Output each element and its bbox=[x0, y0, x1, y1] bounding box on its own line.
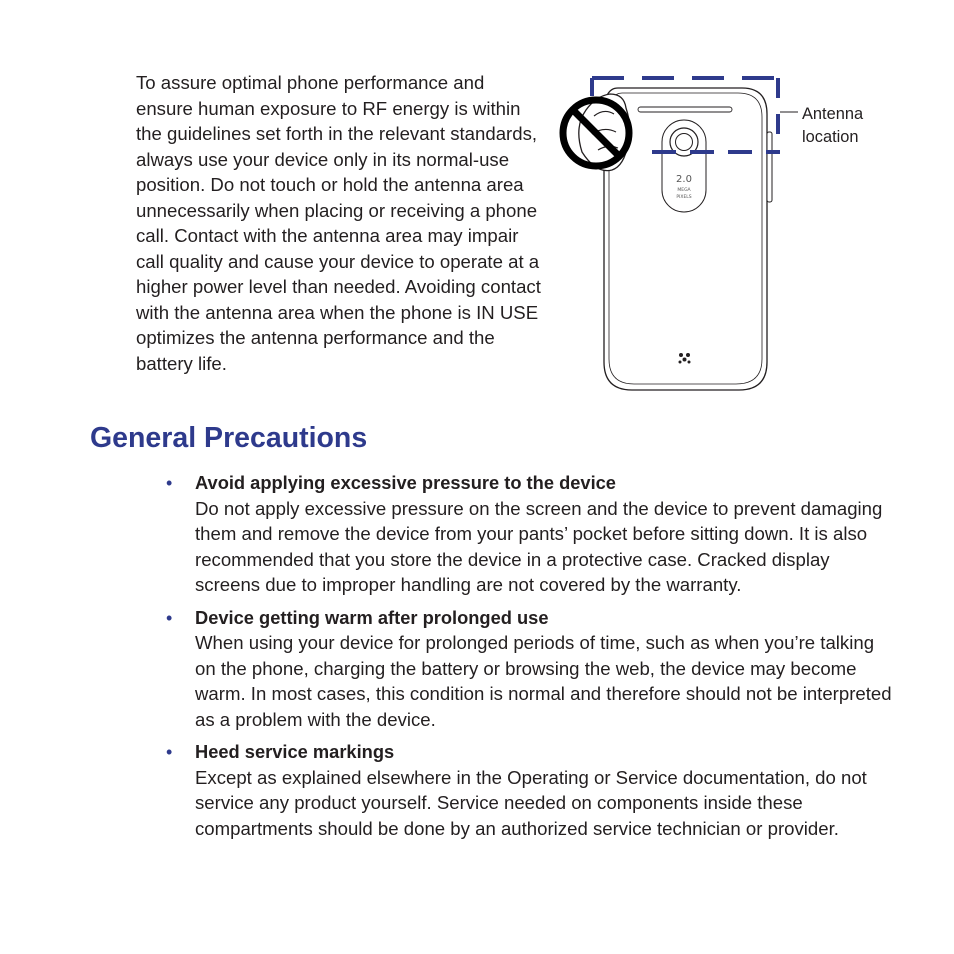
antenna-label-line2: location bbox=[802, 127, 859, 146]
precaution-item-service bbox=[166, 739, 896, 841]
no-touch-prohibition-icon bbox=[563, 94, 630, 171]
camera-pixels-text: PIXELS bbox=[676, 195, 692, 200]
section-heading: General Precautions bbox=[90, 422, 368, 454]
camera-mega-text: MEGA bbox=[677, 188, 691, 193]
intro-paragraph: To assure optimal phone performance and ensure human exposure to RF energy is within the guidelines set forth in the relevant standards, always use your device only in its normal-use position. Do not touch or hold the antenna area unnecessarily when placing or receiving a phone call. Contact with the antenna area may impair call quality and cause your device to operate at a higher power level than needed. Avoiding contact with the antenna area when the phone is IN USE optimizes the antenna performance and the battery life. bbox=[136, 72, 541, 374]
precaution-item-warm bbox=[166, 605, 896, 733]
bullet-icon: • bbox=[166, 742, 173, 762]
bullet-icon: • bbox=[166, 473, 173, 493]
precaution-body: Except as explained elsewhere in the Operating or Service documentation, do not service any product yourself. Service needed on components inside these compartments should be done by an authorized service technician or provider. bbox=[195, 766, 867, 839]
bullet-icon: • bbox=[166, 607, 173, 628]
precaution-body: Do not apply excessive pressure on the screen and the device to prevent damaging them and remove the device from your pants’ pocket before sitting down. It is also recommended that you store the device in a protective case. Cracked display screens due to improper handling are not covered by the warranty. bbox=[195, 497, 883, 595]
precaution-body: When using your device for prolonged periods of time, such as when you’re talking on the phone, charging the battery or browsing the web, the device may become warm. In most cases, this condition is normal and therefore should not be interpreted as a problem with the device. bbox=[195, 632, 892, 730]
antenna-location-label bbox=[802, 103, 912, 148]
precaution-item-pressure bbox=[166, 470, 896, 598]
precaution-title: Device getting warm after prolonged use bbox=[195, 606, 549, 628]
camera-mp-text: 2.0 bbox=[676, 174, 692, 185]
precaution-title: Heed service markings bbox=[195, 741, 395, 762]
antenna-label-line1: Antenna bbox=[802, 105, 864, 123]
precaution-title: Avoid applying excessive pressure to the device bbox=[195, 472, 616, 493]
precautions-list bbox=[166, 470, 896, 848]
